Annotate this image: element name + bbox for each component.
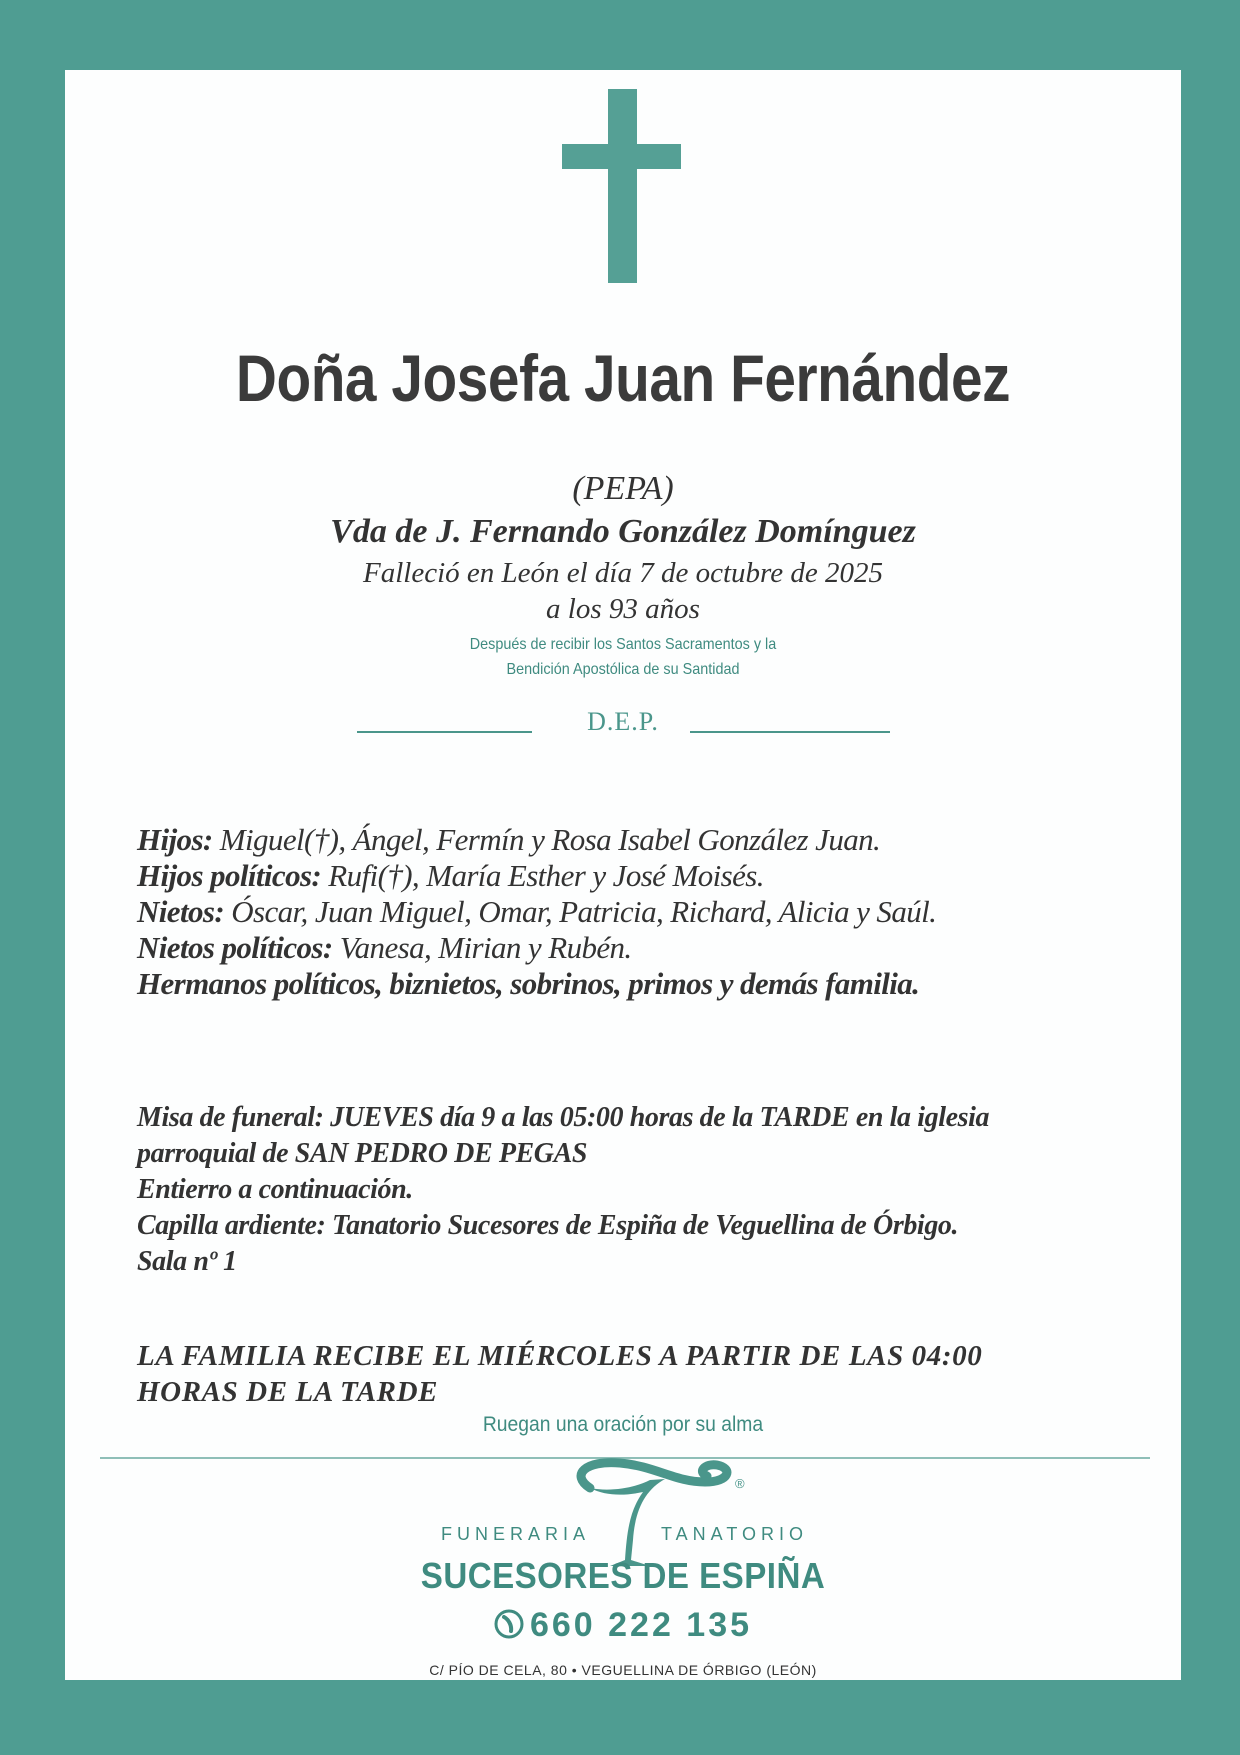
- obituary-sheet: [65, 70, 1181, 1680]
- family-label: Hijos políticos:: [137, 858, 322, 893]
- family-text: Vanesa, Mirian y Rubén.: [332, 930, 632, 965]
- mass-church: parroquial de SAN PEDRO DE PEGAS: [137, 1138, 588, 1169]
- registered-mark: ®: [735, 1476, 745, 1491]
- room: Sala nº 1: [137, 1246, 237, 1277]
- family-label: Hijos:: [137, 822, 213, 857]
- family-receives-line-1: LA FAMILIA RECIBE EL MIÉRCOLES A PARTIR DE LAS 04:00: [137, 1340, 983, 1372]
- family-label: Hermanos políticos, biznietos, sobrinos, primos y demás familia.: [137, 966, 920, 1001]
- phone-icon: [494, 1609, 524, 1639]
- family-text: Miguel(†), Ángel, Fermín y Rosa Isabel González Juan.: [212, 822, 881, 857]
- chapel: Capilla ardiente: Tanatorio Sucesores de Espiña de Veguellina de Órbigo.: [137, 1210, 959, 1241]
- funeraria-logo-icon: [65, 70, 1181, 1680]
- address: C/ PÍO DE CELA, 80 • VEGUELLINA DE ÓRBIGO (LEÓN): [429, 1662, 817, 1678]
- burial: Entierro a continuación.: [137, 1174, 413, 1205]
- funeral-home-brand: SUCESORES DE ESPIÑA: [420, 1555, 826, 1596]
- mass-line: Misa de funeral: JUEVES día 9 a las 05:00 horas de la TARDE en la iglesia: [137, 1102, 990, 1133]
- death-notice: Falleció en León el día 7 de octubre de 2025: [363, 557, 883, 589]
- family-text: Rufi(†), María Esther y José Moisés.: [321, 858, 764, 893]
- funeraria-label: FUNERARIA: [441, 1524, 591, 1544]
- sacraments-line-2: Bendición Apostólica de su Santidad: [506, 661, 740, 678]
- family-receives-line-2: HORAS DE LA TARDE: [137, 1376, 439, 1408]
- nickname: (PEPA): [572, 470, 674, 507]
- deceased-name: Doña Josefa Juan Fernández: [235, 341, 1011, 415]
- sacraments-line-1: Después de recibir los Santos Sacramentos y la: [469, 636, 777, 653]
- family-label: Nietos políticos:: [137, 930, 333, 965]
- prayer-request: Ruegan una oración por su alma: [482, 1413, 764, 1436]
- family-label: Nietos:: [137, 894, 225, 929]
- family-text: Óscar, Juan Miguel, Omar, Patricia, Richard, Alicia y Saúl.: [224, 894, 937, 929]
- phone-number[interactable]: 660 222 135: [529, 1606, 753, 1644]
- dep-label: D.E.P.: [587, 707, 659, 736]
- widow-of: Vda de J. Fernando González Domínguez: [330, 513, 916, 550]
- age: a los 93 años: [546, 593, 700, 625]
- tanatorio-label: TANATORIO: [661, 1524, 809, 1544]
- phone-row: [65, 1606, 1181, 1645]
